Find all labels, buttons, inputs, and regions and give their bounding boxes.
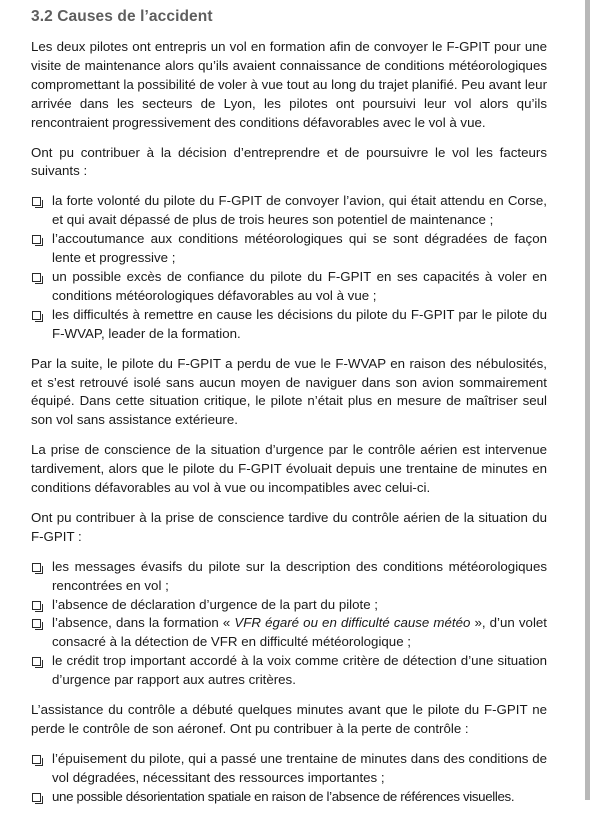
list-item bbox=[31, 268, 547, 306]
list-item-text: les difficultés à remettre en cause les décisions du pilote du F-GPIT par le pilote du F-WVAP, leader de la formation. bbox=[52, 306, 547, 341]
factor-list-decision bbox=[31, 192, 547, 343]
paragraph: Par la suite, le pilote du F-GPIT a perdu de vue le F-WVAP en raison des nébulosités, et s’est retrouvé isolé sans aucun moyen de naviguer dans son avion sommairement équipé. Dans cette situation critique, le pilote n’était plus en mesure de maîtriser seul son vol sans assistance extérieure. bbox=[31, 355, 547, 428]
list-item-text-start: l’absence, dans la formation « bbox=[52, 615, 235, 631]
list-item-text: l’accoutumance aux conditions météorologiques qui se sont dégradées de façon lente et progressive ; bbox=[52, 231, 547, 266]
page-edge-rule bbox=[585, 0, 590, 800]
list-item-text-end: », d’un volet consacré à la détection de VFR en difficulté météorologique ; bbox=[52, 615, 547, 650]
list-item-text: une possible désorientation spatiale en raison de l’absence de références visuelles. bbox=[52, 788, 515, 804]
document-page bbox=[31, 8, 547, 818]
list-item bbox=[31, 596, 547, 615]
list-item bbox=[31, 306, 547, 344]
checkbox-bullet-icon bbox=[32, 197, 41, 206]
checkbox-bullet-icon bbox=[32, 273, 41, 282]
training-module-title: VFR égaré ou en difficulté cause météo bbox=[234, 615, 471, 631]
list-item-text: l’épuisement du pilote, qui a passé une trentaine de minutes dans des conditions de vol dégradées, nécessitant des ressources importantes ; bbox=[52, 750, 547, 785]
list-item bbox=[31, 788, 547, 807]
checkbox-bullet-icon bbox=[32, 619, 41, 628]
list-item bbox=[31, 614, 547, 652]
factor-list-late-awareness bbox=[31, 558, 547, 690]
paragraph: L’assistance du contrôle a débuté quelques minutes avant que le pilote du F-GPIT ne perde le contrôle de son aéronef. Ont pu contribuer à la perte de contrôle : bbox=[31, 702, 547, 736]
paragraph: Ont pu contribuer à la décision d’entreprendre et de poursuivre le vol les facteurs suivants : bbox=[31, 144, 547, 179]
checkbox-bullet-icon bbox=[32, 755, 41, 764]
list-item-text: un possible excès de confiance du pilote du F-GPIT en ses capacités à voler en conditions météorologiques défavorables au vol à vue ; bbox=[52, 268, 547, 303]
paragraph: Les deux pilotes ont entrepris un vol en formation afin de convoyer le F-GPIT pour une visite de maintenance alors qu’ils avaient connaissance de conditions météorologiques compromettant la possibilité de voler à vue tout au long du trajet planifié. Peu avant leur arrivée dans les secteurs de Lyon, les pilotes ont poursuivi leur vol alors qu’ils rencontraient progressivement des conditions défavorables avec le vol à vue. bbox=[31, 39, 547, 130]
checkbox-bullet-icon bbox=[32, 563, 41, 572]
list-item-text: l’absence de déclaration d’urgence de la part du pilote ; bbox=[52, 596, 378, 612]
checkbox-bullet-icon bbox=[32, 657, 41, 666]
list-item bbox=[31, 192, 547, 230]
checkbox-bullet-icon bbox=[32, 235, 41, 244]
checkbox-bullet-icon bbox=[32, 311, 41, 320]
paragraph: Ont pu contribuer à la prise de conscience tardive du contrôle aérien de la situation du F-GPIT : bbox=[31, 509, 547, 544]
list-item bbox=[31, 750, 547, 788]
list-item-text: les messages évasifs du pilote sur la description des conditions météorologiques rencontrées en vol ; bbox=[52, 558, 547, 593]
list-item-text: la forte volonté du pilote du F-GPIT de convoyer l’avion, qui était attendu en Corse, et qui avait dépassé de plus de trois heures son potentiel de maintenance ; bbox=[52, 193, 547, 228]
list-item-text: le crédit trop important accordé à la voix comme critère de détection d’une situation d’urgence par rapport aux autres critères. bbox=[52, 653, 547, 688]
checkbox-bullet-icon bbox=[32, 601, 41, 610]
checkbox-bullet-icon bbox=[32, 793, 41, 802]
list-item bbox=[31, 652, 547, 690]
list-item bbox=[31, 558, 547, 596]
section-title: 3.2 Causes de l’accident bbox=[31, 8, 213, 25]
factor-list-loss-of-control bbox=[31, 750, 547, 807]
list-item bbox=[31, 230, 547, 268]
paragraph: La prise de conscience de la situation d’urgence par le contrôle aérien est intervenue tardivement, alors que le pilote du F-GPIT évoluait depuis une trentaine de minutes en conditions défavorables au vol à vue ou incompatibles avec celui-ci. bbox=[31, 442, 547, 496]
